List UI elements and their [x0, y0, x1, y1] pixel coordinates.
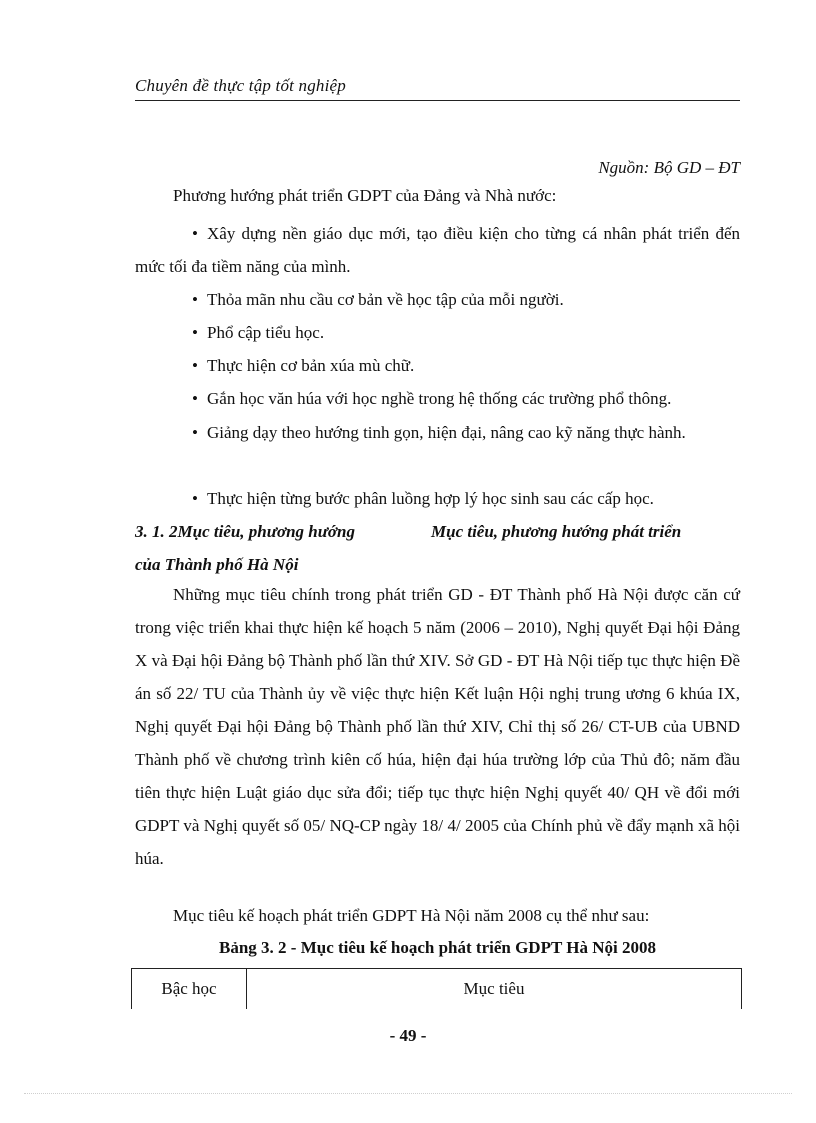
section-heading-line2: của Thành phố Hà Nội [135, 555, 299, 574]
bullet-icon: • [192, 423, 198, 442]
source-note: Nguồn: Bộ GD – ĐT [598, 158, 740, 177]
bullet-icon: • [192, 489, 198, 508]
bullet-icon: • [192, 356, 198, 375]
bullet-icon: • [192, 323, 198, 342]
page-header: Chuyên đề thực tập tốt nghiệp [135, 76, 740, 101]
bullet-item: • Phổ cập tiểu học. [135, 316, 740, 349]
goals-table [131, 968, 742, 1009]
lead-line: Mục tiêu kế hoạch phát triển GDPT Hà Nội năm 2008 cụ thể như sau: [173, 906, 650, 925]
footer-divider [24, 1093, 792, 1094]
intro-line: Phương hướng phát triển GDPT của Đảng và Nhà nước: [173, 186, 557, 205]
bullet-item: • Thực hiện từng bước phân luồng hợp lý học sinh sau các cấp học. [135, 482, 740, 515]
section-heading-left: 3. 1. 2Mục tiêu, phương hướng [135, 522, 355, 541]
bullet-item: • Gắn học văn húa với học nghề trong hệ thống các trường phổ thông. [135, 382, 740, 415]
page-number: - 49 - [389, 1026, 427, 1045]
table-caption: Bảng 3. 2 - Mục tiêu kế hoạch phát triển GDPT Hà Nội 2008 [219, 938, 656, 957]
bullet-item: • Thực hiện cơ bản xúa mù chữ. [135, 349, 740, 382]
section-heading [135, 515, 740, 548]
bullet-item: • Xây dựng nền giáo dục mới, tạo điều kiện cho từng cá nhân phát triển đến mức tối đa tiềm năng của mình. [135, 217, 740, 283]
body-paragraph: Những mục tiêu chính trong phát triển GD - ĐT Thành phố Hà Nội được căn cứ trong việc triển khai thực hiện kế hoạch 5 năm (2006 – 2010), Nghị quyết Đại hội Đảng X và Đại hội Đảng bộ Thành phố lần thứ XIV. Sở GD - ĐT Hà Nội tiếp tục thực hiện Đề án số 22/ TU của Thành ủy về việc thực hiện Kết luận Hội nghị trung ương 6 khúa IX, Nghị quyết Đại hội Đảng bộ Thành phố lần thứ XIV, Chỉ thị số 26/ CT-UB của UBND Thành phố về chương trình kiên cố húa, hiện đại húa trường lớp của Thủ đô; năm đầu tiên thực hiện Luật giáo dục sửa đổi; tiếp tục thực hiện Nghị quyết 40/ QH về đổi mới GDPT và Nghị quyết số 05/ NQ-CP ngày 18/ 4/ 2005 của Chính phủ về đẩy mạnh xã hội húa. [135, 585, 740, 868]
column-header-level: Bậc học [132, 969, 247, 1010]
bullet-icon: • [192, 389, 198, 408]
bullet-icon: • [192, 290, 198, 309]
bullet-item: • Giảng dạy theo hướng tinh gọn, hiện đại, nâng cao kỹ năng thực hành. [135, 416, 740, 449]
column-header-goal: Mục tiêu [247, 969, 742, 1010]
bullet-icon: • [192, 224, 198, 243]
bullet-item: • Thỏa mãn nhu cầu cơ bản về học tập của mỗi người. [135, 283, 740, 316]
section-heading-right: Mục tiêu, phương hướng phát triển [431, 522, 682, 541]
